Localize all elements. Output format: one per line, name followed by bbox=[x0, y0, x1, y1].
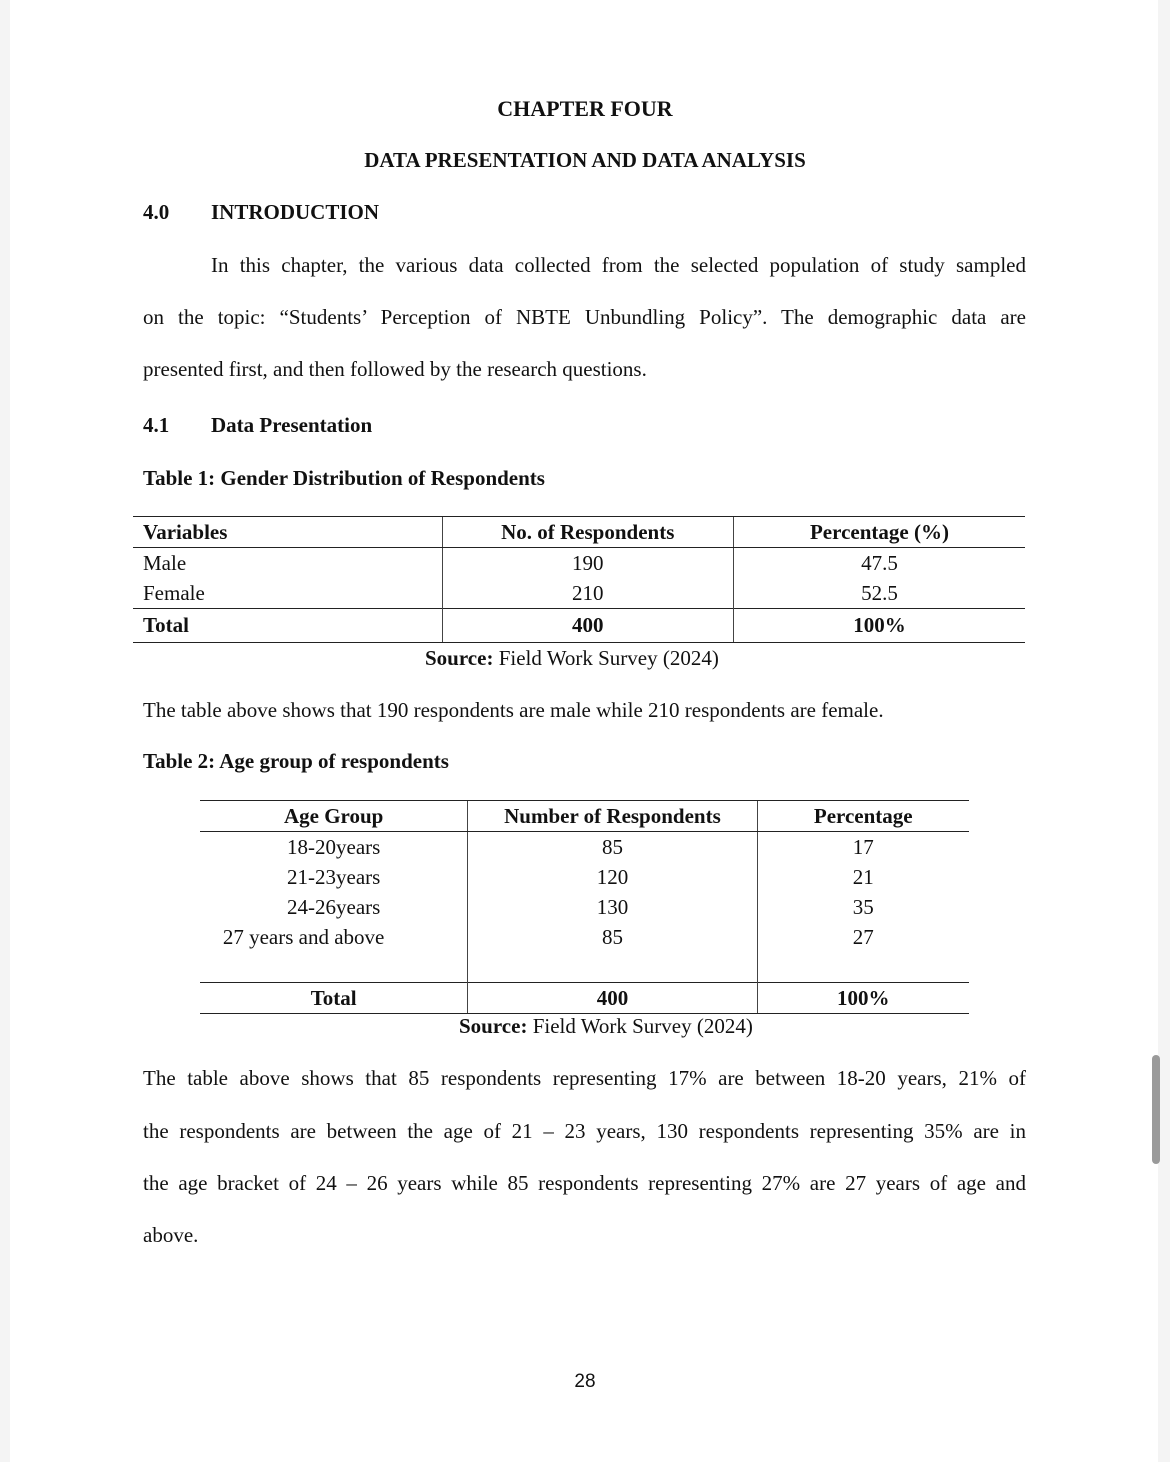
table2-note-line-4: above. bbox=[143, 1223, 199, 1247]
table-cell: 27 bbox=[757, 922, 969, 952]
table-cell bbox=[200, 952, 468, 983]
table-total-row bbox=[133, 609, 1025, 643]
table-cell: Total bbox=[133, 609, 442, 643]
table-header-cell: Age Group bbox=[200, 801, 468, 832]
table2-caption: Table 2: Age group of respondents bbox=[143, 749, 449, 773]
table-header-row bbox=[200, 801, 969, 832]
table-cell: Female bbox=[143, 580, 205, 605]
table-cell: 35 bbox=[757, 892, 969, 922]
table-cell: 100% bbox=[757, 983, 969, 1014]
table-cell: 190 bbox=[442, 548, 733, 579]
table2-note-line-1: The table above shows that 85 respondents representing 17% are between 18-20 years, 21% of bbox=[143, 1066, 1026, 1090]
chapter-heading: CHAPTER FOUR bbox=[497, 96, 673, 121]
section-number-intro: 4.0 bbox=[143, 200, 170, 224]
table-header-cell: Variables bbox=[133, 517, 442, 548]
table-cell: 47.5 bbox=[733, 548, 1025, 579]
table1-caption: Table 1: Gender Distribution of Respondents bbox=[143, 466, 545, 490]
section-title-data: Data Presentation bbox=[211, 413, 373, 437]
table-cell: 27 years and above bbox=[222, 924, 385, 949]
table1-source bbox=[425, 646, 719, 671]
table-row bbox=[200, 832, 969, 863]
table-cell: 100% bbox=[733, 609, 1025, 643]
table-cell: 210 bbox=[442, 578, 733, 609]
table-row bbox=[200, 892, 969, 922]
intro-line-1: In this chapter, the various data collected from the selected population of study sampled bbox=[211, 253, 1026, 277]
table-cell: 85 bbox=[468, 922, 757, 952]
table-cell: Male bbox=[143, 550, 187, 575]
table-cell: 120 bbox=[468, 862, 757, 892]
table-row bbox=[200, 862, 969, 892]
table-cell: 21 bbox=[757, 862, 969, 892]
table-cell: 400 bbox=[442, 609, 733, 643]
table1-note: The table above shows that 190 respondents are male while 210 respondents are female. bbox=[143, 698, 884, 722]
source-text: Field Work Survey (2024) bbox=[493, 646, 719, 670]
table-header-row bbox=[133, 517, 1025, 548]
table-cell bbox=[468, 952, 757, 983]
table-row bbox=[200, 922, 969, 952]
table-cell: Total bbox=[200, 983, 468, 1014]
table-cell: 17 bbox=[757, 832, 969, 863]
intro-line-3: presented first, and then followed by the research questions. bbox=[143, 357, 647, 381]
table-header-cell: Percentage (%) bbox=[733, 517, 1025, 548]
table-cell: 18-20years bbox=[287, 834, 381, 859]
table-cell: 400 bbox=[468, 983, 757, 1014]
table-row bbox=[133, 578, 1025, 609]
table-header-cell: Percentage bbox=[757, 801, 969, 832]
gender-table bbox=[133, 516, 1025, 643]
page-number: 28 bbox=[574, 1371, 596, 1392]
section-title-intro: INTRODUCTION bbox=[211, 200, 380, 224]
table2-note-line-3: the age bracket of 24 – 26 years while 85 respondents representing 27% are 27 years of age and bbox=[143, 1171, 1026, 1195]
source-text: Field Work Survey (2024) bbox=[527, 1014, 753, 1038]
intro-line-2: on the topic: “Students’ Perception of NBTE Unbundling Policy”. The demographic data are bbox=[143, 305, 1026, 329]
table-header-cell: Number of Respondents bbox=[468, 801, 757, 832]
table-header-cell: No. of Respondents bbox=[442, 517, 733, 548]
table-row bbox=[133, 548, 1025, 579]
table-spacer-row bbox=[200, 952, 969, 983]
age-group-table bbox=[200, 800, 969, 1014]
table-total-row bbox=[200, 983, 969, 1014]
table2-source bbox=[459, 1014, 753, 1039]
vertical-scrollbar[interactable] bbox=[1152, 1055, 1160, 1164]
table-cell: 52.5 bbox=[733, 578, 1025, 609]
section-number-data: 4.1 bbox=[143, 413, 170, 437]
table-cell: 21-23years bbox=[287, 864, 381, 889]
table-cell: 130 bbox=[468, 892, 757, 922]
table2-note-line-2: the respondents are between the age of 21 – 23 years, 130 respondents representing 35% are in bbox=[143, 1119, 1026, 1143]
table-cell: 24-26years bbox=[287, 894, 381, 919]
table-cell: 85 bbox=[468, 832, 757, 863]
source-label: Source: bbox=[459, 1014, 528, 1038]
table-cell bbox=[757, 952, 969, 983]
chapter-title: DATA PRESENTATION AND DATA ANALYSIS bbox=[364, 148, 806, 172]
source-label: Source: bbox=[425, 646, 494, 670]
